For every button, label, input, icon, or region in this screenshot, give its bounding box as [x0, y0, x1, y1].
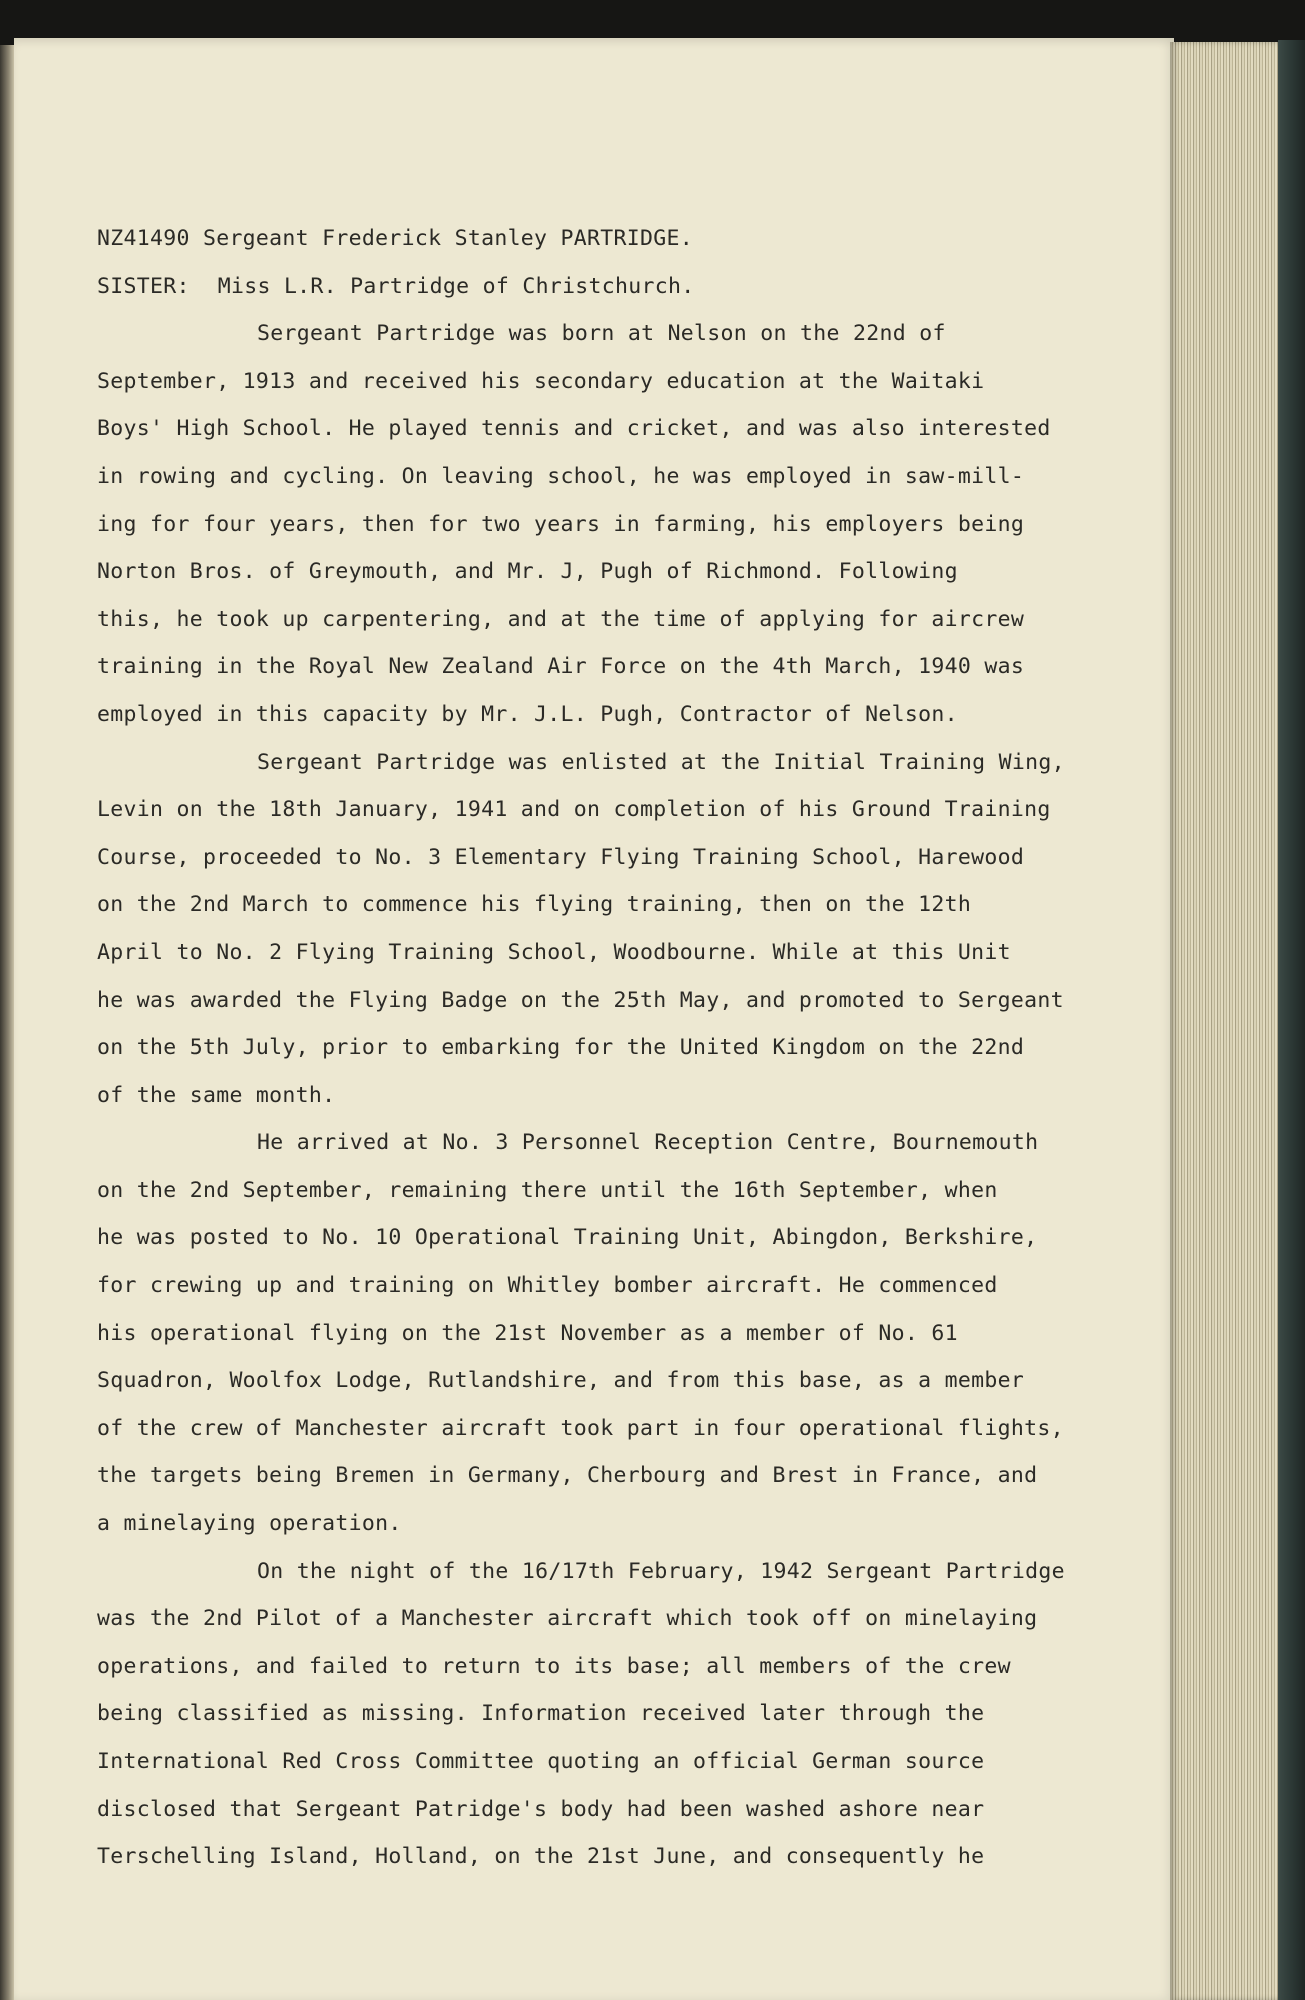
- paragraph-line: On the night of the 16/17th February, 1942 Sergeant Partridge: [257, 1558, 1065, 1584]
- paragraph-line: Sergeant Partridge was born at Nelson on the 22nd of: [257, 321, 946, 347]
- paragraph-line: He arrived at No. 3 Personnel Reception Centre, Bournemouth: [257, 1130, 1039, 1156]
- paragraph-line: September, 1913 and received his secondary education at the Waitaki: [97, 368, 985, 394]
- paragraph-line: on the 2nd March to commence his flying training, then on the 12th: [97, 892, 972, 918]
- paragraph-line: being classified as missing. Information received later through the: [97, 1701, 985, 1727]
- record-heading: NZ41490 Sergeant Frederick Stanley PARTRIDGE.: [97, 226, 693, 251]
- paragraph-line: operations, and failed to return to its base; all members of the crew: [97, 1653, 1011, 1679]
- paragraph-line: Terschelling Island, Holland, on the 21st June, and consequently he: [97, 1844, 985, 1870]
- paragraph-line: of the crew of Manchester aircraft took part in four operational flights,: [97, 1415, 1064, 1441]
- paragraph-line: Sergeant Partridge was enlisted at the Initial Training Wing,: [257, 749, 1065, 775]
- paragraph-line: ing for four years, then for two years in farming, his employers being: [97, 511, 1025, 537]
- paragraph-line: this, he took up carpentering, and at the time of applying for aircrew: [97, 606, 1025, 632]
- paragraph-line: Norton Bros. of Greymouth, and Mr. J, Pugh of Richmond. Following: [97, 559, 958, 585]
- paragraph-line: in rowing and cycling. On leaving school, he was employed in saw-mill-: [97, 463, 1025, 489]
- paragraph-line: Course, proceeded to No. 3 Elementary Flying Training School, Harewood: [97, 844, 1025, 870]
- paragraph-line: was the 2nd Pilot of a Manchester aircraft which took off on minelaying: [97, 1606, 1038, 1632]
- paragraph-line: he was posted to No. 10 Operational Training Unit, Abingdon, Berkshire,: [97, 1225, 1038, 1251]
- paragraph-line: the targets being Bremen in Germany, Cherbourg and Brest in France, and: [97, 1463, 1038, 1489]
- paragraph-line: employed in this capacity by Mr. J.L. Pugh, Contractor of Nelson.: [97, 701, 958, 727]
- paragraph-line: of the same month.: [97, 1082, 336, 1108]
- paragraph-line: April to No. 2 Flying Training School, Woodbourne. While at this Unit: [97, 939, 1011, 965]
- left-page-edge: [0, 45, 14, 2000]
- paragraph-line: Levin on the 18th January, 1941 and on completion of his Ground Training: [97, 797, 1051, 823]
- paragraph-line: he was awarded the Flying Badge on the 25th May, and promoted to Sergeant: [97, 987, 1064, 1013]
- paragraph-line: his operational flying on the 21st November as a member of No. 61: [97, 1320, 958, 1346]
- paragraph-line: on the 5th July, prior to embarking for the United Kingdom on the 22nd: [97, 1035, 1025, 1061]
- paragraph-line: disclosed that Sergeant Patridge's body had been washed ashore near: [97, 1796, 985, 1822]
- book-binding: [1278, 40, 1305, 2000]
- paragraph-line: Boys' High School. He played tennis and cricket, and was also interested: [97, 416, 1051, 442]
- sister-line: [97, 263, 1157, 311]
- paragraph-line: training in the Royal New Zealand Air Force on the 4th March, 1940 was: [97, 654, 1025, 680]
- sister-value: Miss L.R. Partridge of Christchurch.: [217, 273, 695, 299]
- page-stack-edge: [1170, 42, 1292, 2000]
- paragraph-line: Squadron, Woolfox Lodge, Rutlandshire, and from this base, as a member: [97, 1368, 1025, 1394]
- document-text: [97, 215, 1157, 1881]
- paragraph-line: on the 2nd September, remaining there until the 16th September, when: [97, 1177, 998, 1203]
- paragraph-line: a minelaying operation.: [97, 1511, 402, 1537]
- paragraph-line: for crewing up and training on Whitley bomber aircraft. He commenced: [97, 1273, 998, 1299]
- sister-label: SISTER:: [97, 273, 190, 299]
- paragraph-line: International Red Cross Committee quoting an official German source: [97, 1749, 985, 1774]
